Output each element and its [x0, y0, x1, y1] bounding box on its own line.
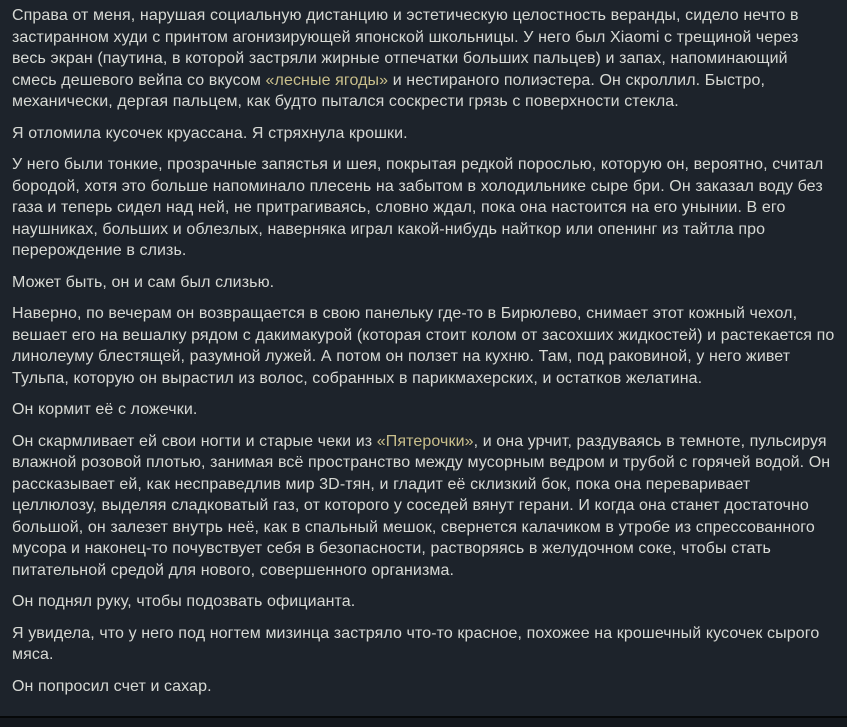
bottom-panel-edge	[0, 716, 847, 727]
text-run: Я увидела, что у него под ногтем мизинца застряло что-то красное, похожее на крошечный кусочек сырого мяса.	[12, 624, 820, 663]
paragraph	[12, 303, 835, 389]
text-run: Он попросил счет и сахар.	[12, 677, 212, 695]
text-run: Наверно, по вечерам он возвращается в свою панельку где-то в Бирюлево, снимает этот кожный чехол, вешает его на вешалку рядом с дакимакурой (которая стоит колом от засохших жидкостей) и растекается по линолеуму блестящей, разумной лужей. А потом он ползет на кухню. Там, под раковиной, у него живет Тульпа, которую он вырастил из волос, собранных в парикмахерских, и остатков желатина.	[12, 305, 835, 387]
text-run: У него были тонкие, прозрачные запястья и шея, покрытая редкой порослью, которую он, вероятно, считал бородой, хотя это больше напоминало плесень на забытом в холодильнике сыре бри. Он заказал воду без газа и теперь сидел над ней, не притрагиваясь, словно ждал, пока она настоится на его унынии. В его наушниках, больших и облезлых, наверняка играл какой-нибудь найткор или опенинг из тайтла про перерождение в слизь.	[12, 156, 824, 259]
paragraph	[12, 591, 835, 613]
paragraph	[12, 431, 835, 582]
paragraph	[12, 154, 835, 262]
text-run: Справа от меня, нарушая социальную дистанцию и эстетическую целостность веранды, сидело нечто в застиранном худи с принтом агонизирующей японской школьницы. У него был Xiaomi с трещиной через весь экран (паутина, в которой застряли жирные отпечатки больших пальцев) и запах, напоминающий смесь дешевого вейпа со вкусом	[12, 7, 799, 89]
text-run: , и она урчит, раздуваясь в темноте, пульсируя влажной розовой плотью, занимая всё пространство между мусорным ведром и трубой с горячей водой. Он рассказывает ей, как несправедлив мир 3D-тян, и гладит её склизкий бок, пока она переваривает целлюлозу, выделяя сладковатый газ, от которого у соседей вянут герани. И когда она станет достаточно большой, он залезет внутрь неё, как в спальный мешок, свернется калачиком в утробе из спрессованного мусора и наконец-то почувствует себя в безопасности, растворяясь в желудочном соке, чтобы стать питательной средой для нового, совершенного организма.	[12, 432, 831, 579]
paragraph	[12, 623, 835, 666]
paragraph	[12, 5, 835, 113]
paragraph	[12, 399, 835, 421]
text-run: Он поднял руку, чтобы подозвать официанта.	[12, 593, 356, 610]
highlighted-phrase: «лесные ягоды»	[265, 71, 389, 89]
paragraph	[12, 272, 835, 294]
paragraph	[12, 123, 835, 145]
highlighted-phrase: «Пятерочки»	[376, 432, 474, 450]
text-run: Он скармливает ей свои ногти и старые чеки из	[12, 432, 377, 450]
text-run: Я отломила кусочек круассана. Я стряхнула крошки.	[12, 124, 408, 142]
text-run: Он кормит её с ложечки.	[12, 401, 198, 418]
text-run: и нестираного полиэстера. Он скроллил. Быстро, механически, дергая пальцем, как будто пытался соскрести грязь с поверхности стекла.	[12, 71, 766, 110]
text-run: Может быть, он и сам был слизью.	[12, 273, 275, 291]
paragraph	[12, 676, 835, 698]
